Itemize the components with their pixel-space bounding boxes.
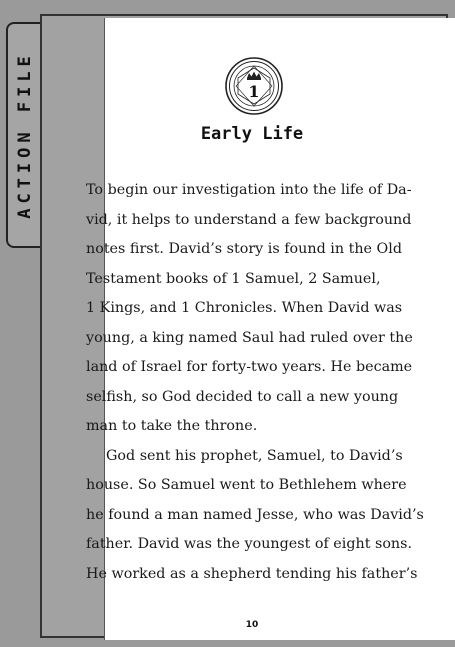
text-line: father. David was the youngest of eight sons. [86,536,413,552]
text-line: 1 Kings, and 1 Chronicles. When David was [86,300,403,316]
text-line: selfish, so God decided to call a new young [86,388,399,405]
paragraph-1 [86,176,430,442]
text-line: vid, it helps to understand a few background [86,211,412,228]
crown-seal-icon [224,56,284,116]
paragraph-2 [86,442,430,590]
body-text [86,176,430,589]
text-line: land of Israel for forty-two years. He became [86,359,413,375]
folder-tab-label: ACTION FILE [15,51,35,219]
text-line: He worked as a shepherd tending his father’s [86,565,418,582]
text-line: To begin our investigation into the life of Da- [86,182,412,198]
text-line: man to take the throne. [86,418,258,434]
text-line: house. So Samuel went to Bethlehem where [86,477,407,493]
text-line: Testament books of 1 Samuel, 2 Samuel, [86,270,381,287]
folder-tab [6,22,42,248]
text-line: young, a king named Saul had ruled over the [86,329,413,346]
text-line: notes first. David’s story is found in the Old [86,241,402,257]
text-line: God sent his prophet, Samuel, to David’s [106,447,403,464]
chapter-title: Early Life [200,124,304,144]
page-number: 10 [245,620,259,630]
chapter-number: 1 [248,82,260,101]
text-line: he found a man named Jesse, who was David’s [86,506,424,523]
